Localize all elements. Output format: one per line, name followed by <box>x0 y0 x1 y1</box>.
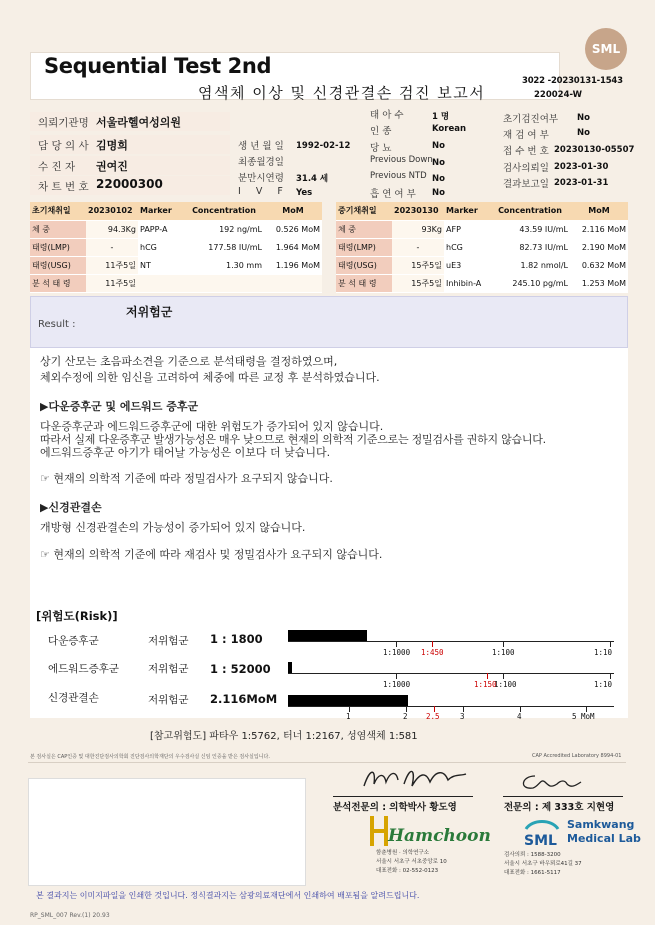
tick-label: 4 <box>517 712 522 721</box>
table-cell: hCG <box>444 238 490 256</box>
doctor-value: 김명희 <box>96 139 128 152</box>
firsttest-label: 초기검진여부 <box>503 114 559 125</box>
result-header <box>30 296 628 348</box>
prevntd-label: Previous NTD <box>370 171 427 181</box>
axis-tick-cutoff <box>432 641 433 647</box>
result-line: ☞ 현재의 의학적 기준에 따라 재검사 및 정밀검사가 요구되지 않습니다. <box>40 548 383 561</box>
ivf-value: Yes <box>296 188 313 198</box>
table-cell: 15주5일 <box>392 274 444 292</box>
table-cell: Concentration <box>490 202 570 220</box>
form-code: RP_SML_007 Rev.(1) 20.93 <box>30 912 110 919</box>
result-value: 저위험군 <box>126 305 173 319</box>
retest-label: 재 검 여 부 <box>503 130 549 141</box>
samkwang-logo-icon <box>522 817 562 849</box>
samkwang-logo-subtext: Medical Lab <box>567 832 641 845</box>
print-notice: 본 결과지는 이미지파일을 인쇄한 것입니다. 정식결과지는 삼광의료재단에서 인쇄하여 배포됨을 알려드립니다. <box>36 891 420 900</box>
risk-name: 에드워드증후군 <box>48 663 120 675</box>
table-row <box>30 256 322 274</box>
risk-bar <box>288 630 367 641</box>
lab1-address: 서울시 서초구 서초중앙로 10 <box>376 859 447 865</box>
table-row <box>30 274 322 292</box>
signature-line <box>503 796 623 797</box>
risk-axis <box>288 641 614 642</box>
specialist-label: 전문의 : 제 333호 지현영 <box>504 802 615 813</box>
table-cell: 분 석 태 령 <box>30 274 86 292</box>
table-cell: - <box>392 238 444 256</box>
report-subcode: 220024-W <box>534 90 583 100</box>
result-line: 체외수정에 의한 임신을 고려하여 체중에 따른 교정 후 분석하였습니다. <box>40 371 380 384</box>
table-cell: 1.30 mm <box>184 256 264 274</box>
table-row <box>336 238 628 256</box>
svg-text:SML: SML <box>524 833 557 849</box>
risk-title: [위험도(Risk)] <box>36 609 118 623</box>
table-cell: 2.116 MoM <box>570 220 628 238</box>
result-line: ☞ 현재의 의학적 기준에 따라 정밀검사가 요구되지 않습니다. <box>40 472 333 485</box>
table-cell: 태령(LMP) <box>336 238 392 256</box>
table-row <box>336 256 628 274</box>
tick-label: 3 <box>460 712 465 721</box>
stamp-area <box>28 778 306 886</box>
table-cell: Inhibin-A <box>444 274 490 292</box>
result-line: 다운증후군과 에드워드증후군에 대한 위험도가 증가되어 있지 않습니다. <box>40 420 384 433</box>
tick-label: 1 <box>346 712 351 721</box>
axis-tick <box>396 641 397 647</box>
table-cell: PAPP-A <box>138 220 184 238</box>
table-cell: 43.59 IU/mL <box>490 220 570 238</box>
samkwang-logo-text: Samkwang <box>567 818 635 831</box>
risk-axis <box>288 706 614 707</box>
table-cell: Concentration <box>184 202 264 220</box>
result-line: 에드워드증후군 아기가 태어날 가능성은 이보다 더 낮습니다. <box>40 446 331 459</box>
report-title: Sequential Test 2nd <box>44 54 272 78</box>
dob-label: 생 년 월 일 <box>238 141 284 152</box>
table-cell: - <box>86 238 138 256</box>
table-cell: 1.253 MoM <box>570 274 628 292</box>
dob-value: 1992-02-12 <box>296 141 351 151</box>
table-cell: 1.964 MoM <box>264 238 322 256</box>
risk-axis <box>288 673 614 674</box>
tick-label: 1:1000 <box>383 680 411 689</box>
table-cell: Marker <box>138 202 184 220</box>
table-cell: 1.82 nmol/L <box>490 256 570 274</box>
table-cell: MoM <box>570 202 628 220</box>
section-heading-ntd: ▶신경관결손 <box>40 501 102 514</box>
table-cell <box>264 274 322 292</box>
table-cell: 분 석 태 령 <box>336 274 392 292</box>
firsttest-value: No <box>577 113 590 123</box>
cap-note: CAP Accredited Laboratory 8994-01 <box>532 753 622 759</box>
table-cell: 82.73 IU/mL <box>490 238 570 256</box>
tick-label: 5 MoM <box>572 712 595 721</box>
table-cell: 태령(USG) <box>30 256 86 274</box>
report-subtitle: 염색체 이상 및 신경관결손 검진 보고서 <box>198 84 486 102</box>
result-line: 상기 산모는 초음파소견을 기준으로 분석태령을 결정하였으며, <box>40 355 338 368</box>
table-cell: 245.10 pg/mL <box>490 274 570 292</box>
table-cell: 초기채취일 <box>30 202 86 220</box>
table-cell: 11주5일 <box>86 256 138 274</box>
table-cell: 태령(LMP) <box>30 238 86 256</box>
table-cell: 94.3Kg <box>86 220 138 238</box>
ivf-label: I V F <box>238 186 289 197</box>
reqdate-value: 2023-01-30 <box>554 162 609 172</box>
section-heading-down-edwards: ▶다운증후군 및 에드워드 증후군 <box>40 400 199 413</box>
accno-label: 접 수 번 호 <box>503 146 549 157</box>
table-cell: NT <box>138 256 184 274</box>
table-cell: 태령(USG) <box>336 256 392 274</box>
hamchoon-logo-text: Hamchoon <box>388 826 491 846</box>
axis-tick <box>503 673 504 679</box>
reqdate-label: 검사의뢰일 <box>503 163 549 174</box>
first-trimester-table <box>30 202 322 293</box>
lab1-address: 대표전화 : 02-552-0123 <box>376 868 439 874</box>
footer-divider <box>28 762 626 763</box>
axis-tick <box>396 673 397 679</box>
result-line: 따라서 실제 다운증후군 발생가능성은 매우 낮으므로 현재의 의학적 기준으로는 정밀검사를 권하지 않습니다. <box>40 433 546 446</box>
accno-value: 20230130-05507 <box>554 145 635 155</box>
lab1-address: 함춘병원 · 의학연구소 <box>376 850 430 856</box>
table-cell: MoM <box>264 202 322 220</box>
institution-value: 서울라헬여성의원 <box>96 116 182 129</box>
diabetes-value: No <box>432 141 445 151</box>
tick-label: 1:100 <box>492 648 515 657</box>
patient-value: 권여진 <box>96 160 128 173</box>
diabetes-label: 당 뇨 <box>370 143 392 154</box>
table-cell: hCG <box>138 238 184 256</box>
table-cell: 11주5일 <box>86 274 138 292</box>
tick-label-cutoff: 1:450 <box>421 648 444 657</box>
repdate-label: 결과보고일 <box>503 179 549 190</box>
prevdown-label: Previous Down <box>370 155 433 165</box>
table-header-row <box>336 202 628 220</box>
tick-label-cutoff: 2.5 <box>426 712 440 721</box>
table-cell: 0.526 MoM <box>264 220 322 238</box>
tick-label-cutoff: 1:150 <box>474 680 497 689</box>
axis-tick <box>610 673 611 679</box>
table-cell: 0.632 MoM <box>570 256 628 274</box>
chart-label: 차 트 번 호 <box>38 181 89 193</box>
tick-label: 1:10 <box>594 680 613 689</box>
signature-line <box>333 796 473 797</box>
chart-value: 22000300 <box>96 177 163 191</box>
institution-label: 의뢰기관명 <box>38 117 89 129</box>
result-line: 개방형 신경관결손의 가능성이 증가되어 있지 않습니다. <box>40 521 306 534</box>
retest-value: No <box>577 128 590 138</box>
risk-level: 저위험군 <box>148 694 189 706</box>
risk-level: 저위험군 <box>148 663 189 675</box>
smoke-label: 흡 연 여 부 <box>370 189 416 200</box>
fetus-label: 태 아 수 <box>370 110 404 121</box>
age-label: 분만시연령 <box>238 173 284 184</box>
table-cell: Marker <box>444 202 490 220</box>
axis-tick-cutoff <box>487 673 488 679</box>
table-row <box>30 220 322 238</box>
table-cell: 20230130 <box>392 202 444 220</box>
table-header-row <box>30 202 322 220</box>
risk-value: 2.116MoM <box>210 692 278 706</box>
smoke-value: No <box>432 188 445 198</box>
risk-value: 1 : 52000 <box>210 662 271 676</box>
tick-label: 1:1000 <box>383 648 411 657</box>
table-row <box>30 238 322 256</box>
age-value: 31.4 세 <box>296 174 329 184</box>
tick-label: 2 <box>403 712 408 721</box>
tick-label: 1:100 <box>494 680 517 689</box>
table-cell: AFP <box>444 220 490 238</box>
table-cell: 177.58 IU/mL <box>184 238 264 256</box>
table-cell: 93Kg <box>392 220 444 238</box>
risk-level: 저위험군 <box>148 635 189 647</box>
table-cell: 체 중 <box>30 220 86 238</box>
table-cell <box>138 274 184 292</box>
sml-logo: SML <box>585 28 627 70</box>
table-cell: uE3 <box>444 256 490 274</box>
risk-bar <box>288 662 292 673</box>
mid-trimester-table <box>336 202 628 293</box>
table-cell: 체 중 <box>336 220 392 238</box>
axis-tick <box>610 641 611 647</box>
table-row <box>336 220 628 238</box>
reference-risk: [참고위험도] 파타우 1:5762, 터너 1:2167, 성염색체 1:581 <box>150 731 418 742</box>
result-label: Result : <box>38 319 76 330</box>
lab2-address: 서울시 서초구 바우뫼로41길 37 <box>504 861 582 867</box>
signature-1 <box>360 764 470 794</box>
risk-value: 1 : 1800 <box>210 632 263 646</box>
lmp-label: 최종월경일 <box>238 157 284 168</box>
certification-note: 본 검사실은 CAP인증 및 대한진단검사의학회 진단검사의학재단의 우수검사실 신임 인증을 받은 검사실입니다. <box>30 754 270 760</box>
table-row <box>336 274 628 292</box>
table-cell: 192 ng/mL <box>184 220 264 238</box>
table-cell: 2.190 MoM <box>570 238 628 256</box>
risk-name: 다운증후군 <box>48 635 99 647</box>
race-label: 인 종 <box>370 126 392 137</box>
risk-name: 신경관결손 <box>48 692 99 704</box>
table-cell <box>184 274 264 292</box>
table-cell: 중기채취일 <box>336 202 392 220</box>
report-code: 3022 -20230131-1543 <box>522 76 623 86</box>
prevntd-value: No <box>432 174 445 184</box>
doctor-label: 담 당 의 사 <box>38 140 89 152</box>
table-cell: 20230102 <box>86 202 138 220</box>
prevdown-value: No <box>432 158 445 168</box>
signature-2 <box>515 768 595 794</box>
axis-tick <box>503 641 504 647</box>
lab2-address: 검사의뢰 : 1588-3200 <box>504 852 561 858</box>
tick-label: 1:10 <box>594 648 613 657</box>
table-cell: 1.196 MoM <box>264 256 322 274</box>
race-value: Korean <box>432 124 467 134</box>
patient-label: 수 진 자 <box>38 161 76 173</box>
risk-bar <box>288 695 408 706</box>
table-cell: 15주5일 <box>392 256 444 274</box>
fetus-value: 1 명 <box>432 112 450 122</box>
analyst-label: 분석전문의 : 의학박사 황도영 <box>333 802 457 813</box>
repdate-value: 2023-01-31 <box>554 178 609 188</box>
lab2-address: 대표전화 : 1661-5117 <box>504 870 561 876</box>
